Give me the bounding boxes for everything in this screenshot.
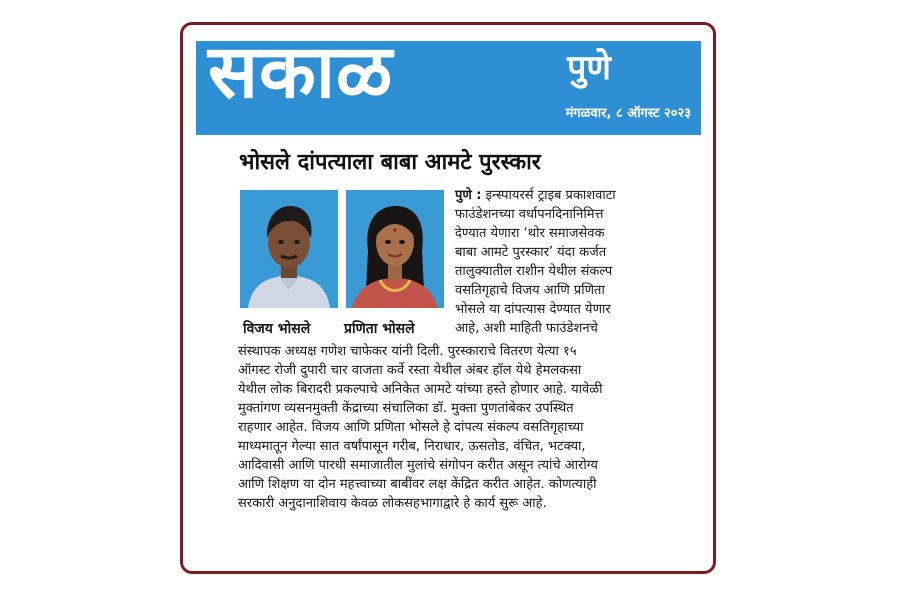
newspaper-logo: सकाळ bbox=[208, 29, 394, 115]
article-line: राहणार आहेत. विजय आणि प्रणिता भोसले हे दांपत्य संकल्प वसतिगृहाच्या bbox=[238, 420, 584, 435]
article-line: संस्थापक अध्यक्ष गणेश चाफेकर यांनी दिली. पुरस्काराचे वितरण येत्या १५ bbox=[238, 344, 577, 359]
article-line: माध्यमातून गेल्या सात वर्षांपासून गरीब, निराधार, ऊसतोड, वंचित, भटक्या, bbox=[238, 439, 586, 454]
article-line: मुक्तांगण व्यसनमुक्ती केंद्राच्या संचालिका डॉ. मुक्ता पुणतांबेकर उपस्थित bbox=[238, 401, 574, 416]
article-line: भोसले या दांपत्यास देण्यात येणार bbox=[455, 302, 611, 317]
article-line: सरकारी अनुदानाशिवाय केवळ लोकसहभागाद्वारे हे कार्य सुरू आहे. bbox=[238, 496, 547, 511]
article-line: ऑगस्ट रोजी दुपारी चार वाजता कर्वे रस्ता येथील अंबर हॉल येथे हेमलकसा bbox=[238, 363, 582, 378]
article-dateline: पुणे : bbox=[455, 188, 482, 203]
article-headline: भोसले दांपत्याला बाबा आमटे पुरस्कार bbox=[239, 150, 541, 175]
photo-pranita-bhosale bbox=[346, 190, 444, 308]
edition-city: पुणे bbox=[567, 48, 611, 88]
article-line: आदिवासी आणि पारधी समाजातील मुलांचे संगोपन करीत असून त्यांचे आरोग्य bbox=[238, 458, 598, 473]
photo-caption: विजय भोसले bbox=[243, 321, 311, 337]
article-line: फाउंडेशनच्या वर्धापनदिनानिमित्त bbox=[455, 207, 604, 222]
newspaper-masthead bbox=[196, 29, 701, 135]
woman-portrait-icon bbox=[346, 190, 444, 308]
photo-caption: प्रणिता भोसले bbox=[344, 321, 415, 337]
article-line: येथील लोक बिरादरी प्रकल्पाचे अनिकेत आमटे यांच्या हस्ते होणार आहे. यावेळी bbox=[238, 382, 603, 397]
article-line: पुणे : इन्स्पायरर्स ट्राइब प्रकाशवाटा bbox=[455, 188, 616, 203]
article-line: वसतिगृहाचे विजय आणि प्रणिता bbox=[455, 283, 605, 298]
article-line: तालुक्यातील राशीन येथील संकल्प bbox=[455, 264, 613, 279]
article-line: आणि शिक्षण या दोन महत्त्वाच्या बाबींवर लक्ष केंद्रित करीत आहेत. कोणत्याही bbox=[238, 477, 597, 492]
article-line: आहे, अशी माहिती फाउंडेशनचे bbox=[455, 321, 598, 336]
article-line: बाबा आमटे पुरस्कार’ यंदा कर्जत bbox=[455, 245, 607, 260]
man-portrait-icon bbox=[240, 190, 338, 308]
article-line: देण्यात येणारा ‘थोर समाजसेवक bbox=[455, 226, 605, 241]
photo-vijay-bhosale bbox=[240, 190, 338, 308]
edition-date: मंगळवार, ८ ऑगस्ट २०२३ bbox=[565, 106, 691, 121]
